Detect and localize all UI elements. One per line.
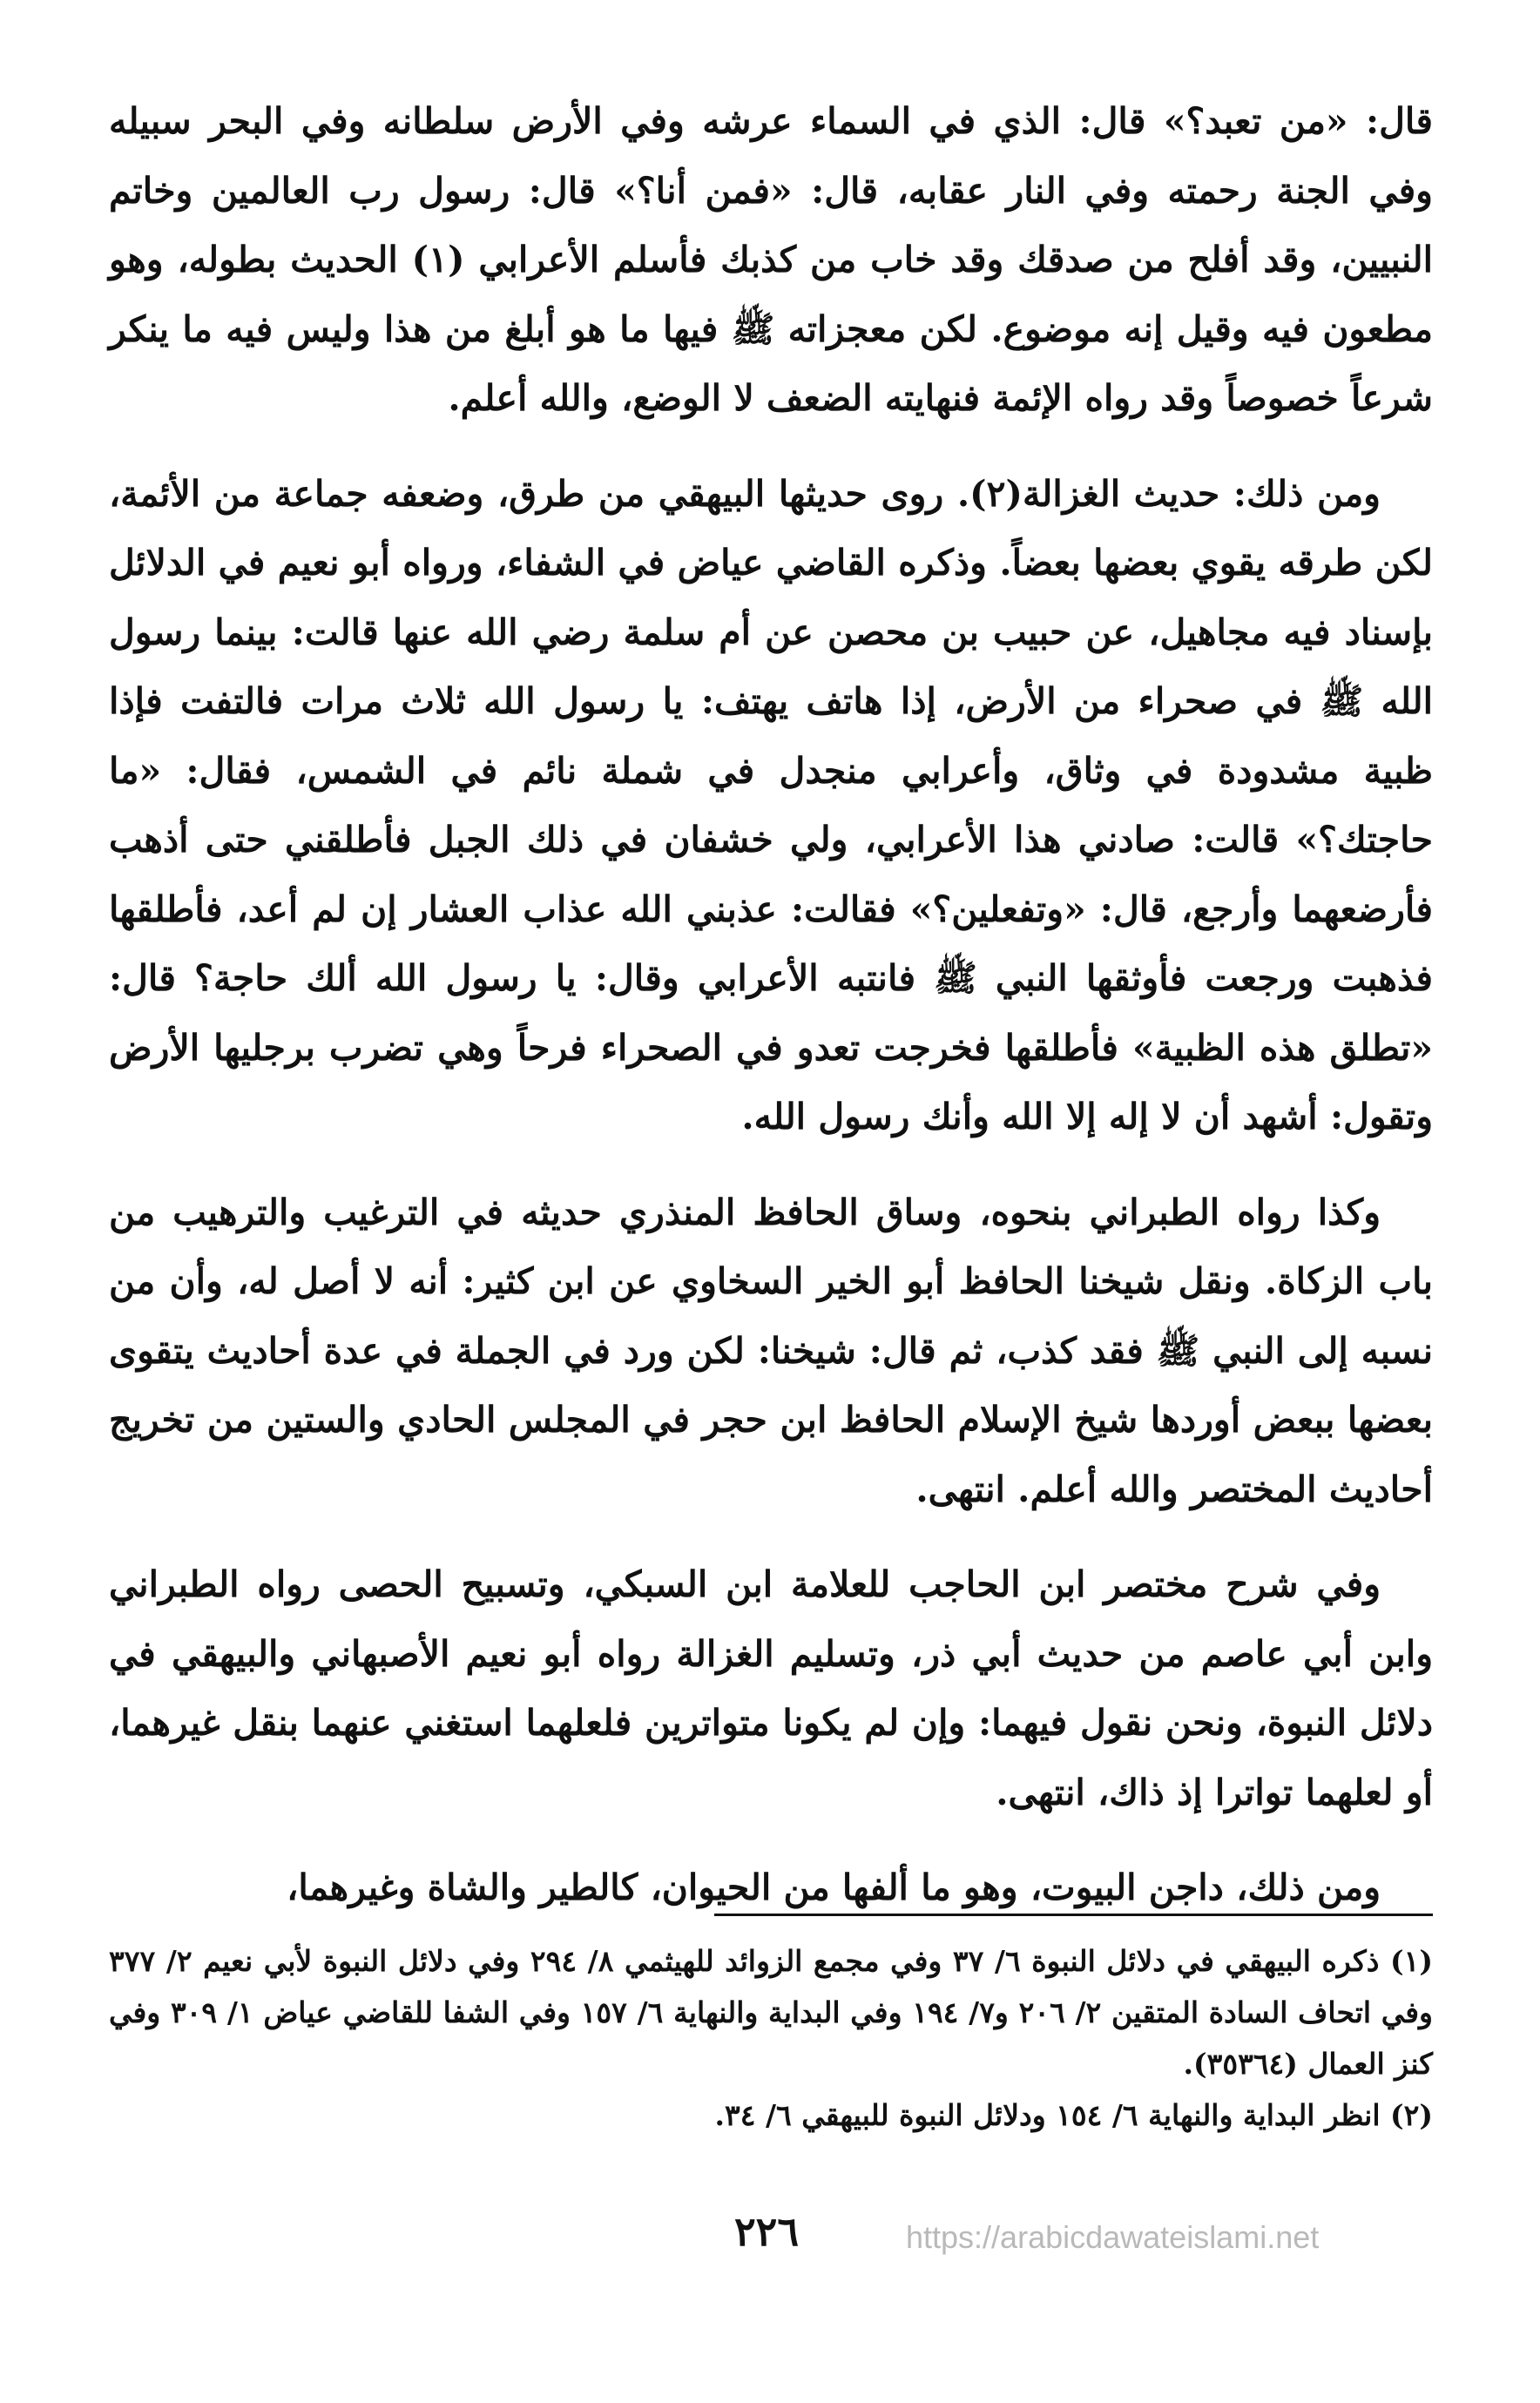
footnote-2: (٢) انظر البداية والنهاية ٦/ ١٥٤ ودلائل النبوة للبيهقي ٦/ ٣٤.	[714, 2098, 1433, 2132]
footnote-1: (١) ذكره البيهقي في دلائل النبوة ٦/ ٣٧ وفي مجمع الزوائد للهيثمي ٨/ ٢٩٤ وفي دلائل النبوة لأبي نعيم ٢/ ٣٧٧ وفي اتحاف السادة المتقين ٢/ ٢٠٦ و٧/ ١٩٤ وفي البداية والنهاية ٦/ ١٥٧ وفي الشفا للقاضي عياض ١/ ٣٠٩ وفي كنز العمال (٣٥٣٦٤).	[109, 1944, 1433, 2081]
paragraph-2: ومن ذلك: حديث الغزالة(٢). روى حديثها البيهقي من طرق، وضعفه جماعة من الأئمة، لكن طرقه يقوي بعضها بعضاً. وذكره القاضي عياض في الشفاء، ورواه أبو نعيم في الدلائل بإسناد فيه مجاهيل، عن حبيب بن محصن عن أم سلمة رضي الله عنها قالت: بينما رسول الله ﷺ في صحراء من الأرض، إذا هاتف يهتف: يا رسول الله ثلاث مرات فالتفت فإذا ظبية مشدودة في وثاق، وأعرابي منجدل في شملة نائم في الشمس، فقال: «ما حاجتك؟» قالت: صادني هذا الأعرابي، ولي خشفان في ذلك الجبل فأطلقني حتى أذهب فأرضعهما وأرجع، قال: «وتفعلين؟» فقالت: عذبني الله عذاب العشار إن لم أعد، فأطلقها فذهبت ورجعت فأوثقها النبي ﷺ فانتبه الأعرابي وقال: يا رسول الله ألك حاجة؟ قال: «تطلق هذه الظبية» فأطلقها فخرجت تعدو في الصحراء فرحاً وهي تضرب برجليها الأرض وتقول: أشهد أن لا إله إلا الله وأنك رسول الله.	[109, 472, 1433, 1137]
footnote-divider	[714, 1914, 1433, 1916]
watermark-url: https://arabicdawateislami.net	[906, 2219, 1320, 2255]
paragraph-3: وكذا رواه الطبراني بنحوه، وساق الحافظ المنذري حديثه في الترغيب والترهيب من باب الزكاة. ونقل شيخنا الحافظ أبو الخير السخاوي عن ابن كثير: أنه لا أصل له، وأن من نسبه إلى النبي ﷺ فقد كذب، ثم قال: شيخنا: لكن ورد في الجملة في عدة أحاديث يتقوى بعضها ببعض أوردها شيخ الإسلام الحافظ ابن حجر في المجلس الحادي والستين من تخريج أحاديث المختصر والله أعلم. انتهى.	[109, 1191, 1433, 1510]
paragraph-1: قال: «من تعبد؟» قال: الذي في السماء عرشه وفي الأرض سلطانه وفي البحر سبيله وفي الجنة رحمته وفي النار عقابه، قال: «فمن أنا؟» قال: رسول رب العالمين وخاتم النبيين، وقد أفلح من صدقك وقد خاب من كذبك فأسلم الأعرابي (١) الحديث بطوله، وهو مطعون فيه وقيل إنه موضوع. لكن معجزاته ﷺ فيها ما هو أبلغ من هذا وليس فيه ما ينكر شرعاً خصوصاً وقد رواه الإئمة فنهايته الضعف لا الوضع، والله أعلم.	[109, 100, 1433, 419]
paragraph-5: ومن ذلك، داجن البيوت، وهو ما ألفها من الحيوان، كالطير والشاة وغيرهما،	[287, 1866, 1381, 1908]
paragraph-4: وفي شرح مختصر ابن الحاجب للعلامة ابن السبكي، وتسبيح الحصى رواه الطبراني وابن أبي عاصم من حديث أبي ذر، وتسليم الغزالة رواه أبو نعيم الأصبهاني والبيهقي في دلائل النبوة، ونحن نقول فيهما: وإن لم يكونا متواترين فلعلهما استغني عنهما بنقل غيرهما، أو لعلهما تواترا إذ ذاك، انتهى.	[109, 1563, 1433, 1813]
page-number: ٢٢٦	[733, 2208, 800, 2255]
main-text	[109, 87, 1433, 1949]
footnotes	[109, 1935, 1433, 2141]
